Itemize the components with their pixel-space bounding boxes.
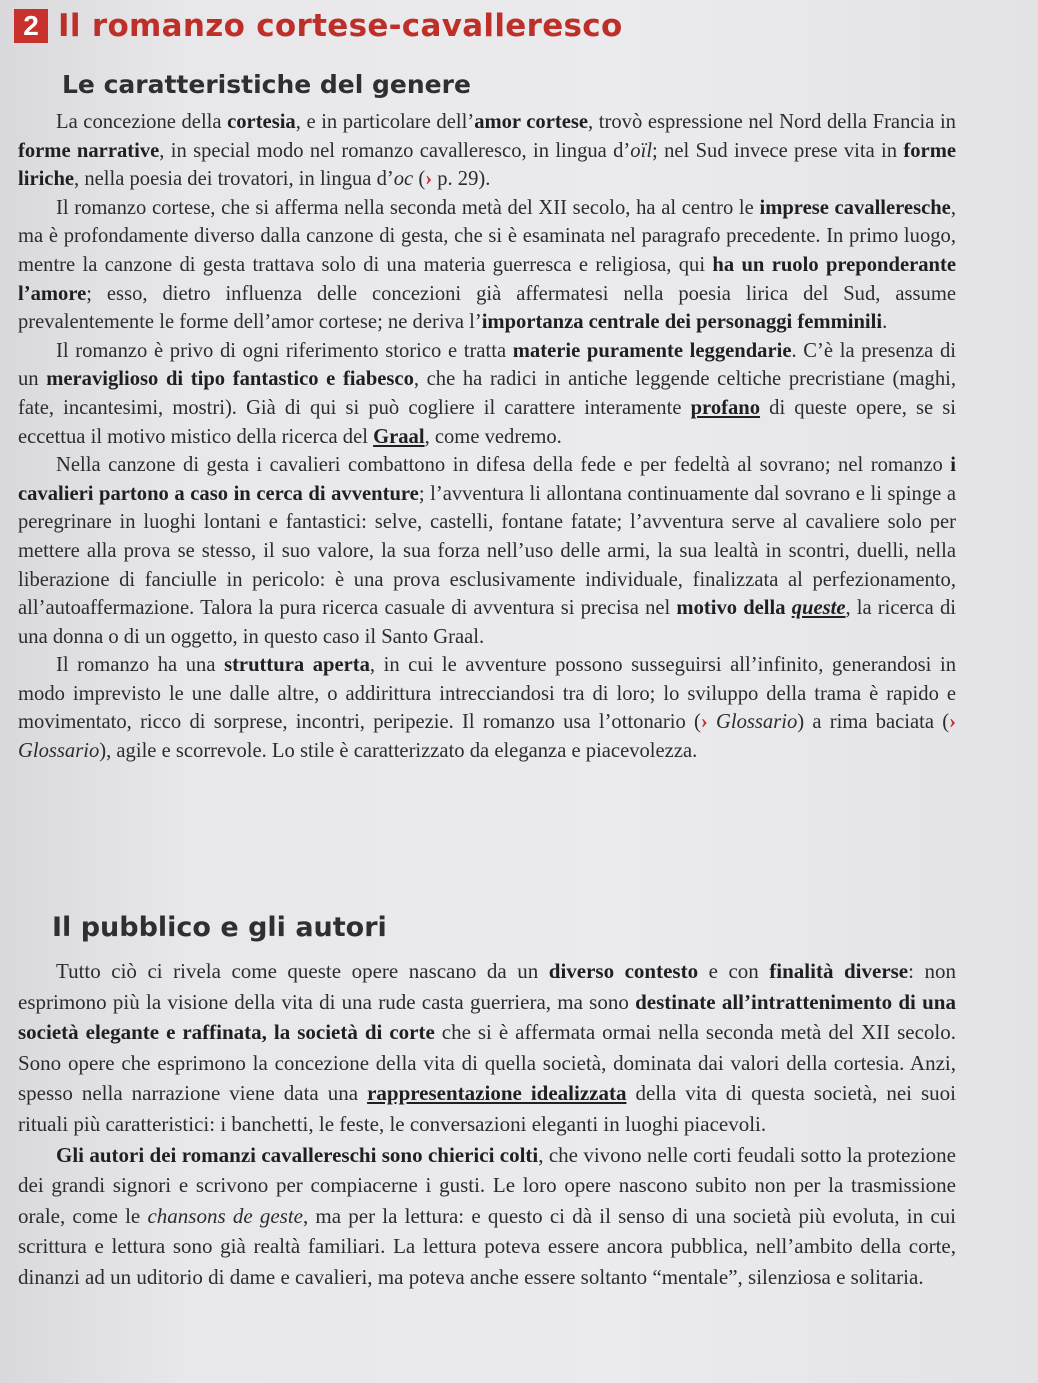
paragraph: Il romanzo ha una struttura aperta, in cui le avventure possono susseguirsi all’infinito, generandosi in modo imprevisto le une dalle altre, o addirittura intrecciandosi tra di loro; lo sviluppo della trama è rapido e movimentato, ricco di sorprese, incontri, peripezie. Il romanzo usa l’ottonario (› Glossario) a rima baciata (› Glossario), agile e scorrevole. Lo stile è caratterizzato da eleganza e piacevolezza. [18, 654, 956, 763]
paragraph: La concezione della cortesia, e in particolare dell’amor cortese, trovò espressione nel Nord della Francia in forme narrative, in special modo nel romanzo cavalleresco, in lingua d’oïl; nel Sud invece prese vita in forme liriche, nella poesia dei trovatori, in lingua d’oc (› p. 29). [18, 111, 956, 191]
paragraph: Il romanzo cortese, che si afferma nella seconda metà del XII secolo, ha al centro le imprese cavalleresche, ma è profondamente diverso dalla canzone di gesta, che si è esaminata nel paragrafo precedente. In primo luogo, mentre la canzone di gesta trattava solo di una materia guerresca e religiosa, qui ha un ruolo preponderante l’amore; esso, dietro influenza delle concezioni già affermatesi nella poesia lirica del Sud, assume prevalentemente le forme dell’amor cortese; ne deriva l’importanza centrale dei personaggi femminili. [18, 196, 956, 334]
chapter-title: Il romanzo cortese-cavalleresco [58, 8, 623, 44]
section-body-audience [18, 956, 956, 1293]
section-heading-genre: Le caratteristiche del genere [62, 70, 471, 99]
paragraph: Gli autori dei romanzi cavallereschi sono chierici colti, che vivono nelle corti feudali sotto la protezione dei grandi signori e scrivono per compiacerne i gusti. Le loro opere nascono subito non per la trasmissione orale, come le chansons de geste, ma per la lettura: e questo ci dà il senso di una società più evoluta, in cui scrittura e lettura sono già realtà familiari. La lettura poteva essere ancora pubblica, nell’ambito della corte, dinanzi ad un uditorio di dame e cavalieri, ma poteva anche essere soltanto “mentale”, silenziosa e solitaria. [18, 1142, 956, 1289]
paragraph: Il romanzo è privo di ogni riferimento storico e tratta materie puramente leggendarie. C’è la presenza di un meraviglioso di tipo fantastico e fiabesco, che ha radici in antiche leggende celtiche precristiane (maghi, fate, incantesimi, mostri). Già di qui si può cogliere il carattere interamente profano di queste opere, se si eccettua il motivo mistico della ricerca del Graal, come vedremo. [18, 339, 956, 448]
section-body-genre [18, 108, 956, 766]
cross-reference-arrow-icon: › [700, 711, 708, 734]
cross-reference-arrow-icon: › [949, 711, 956, 734]
cross-reference-arrow-icon: › [425, 168, 433, 191]
chapter-number-badge: 2 [14, 9, 48, 43]
section-heading-audience: Il pubblico e gli autori [52, 912, 387, 943]
paragraph: Tutto ciò ci rivela come queste opere nascano da un diverso contesto e con finalità diverse: non esprimono più la visione della vita di una rude casta guerriera, ma sono destinate all’intrattenimento di una società elegante e raffinata, la società di corte che si è affermata ormai nella seconda metà del XII secolo. Sono opere che esprimono la concezione della vita di quella società, dominata dai valori della cortesia. Anzi, spesso nella narrazione viene data una rappresentazione idealizzata della vita di questa società, nei suoi rituali più caratteristici: i banchetti, le feste, le conversazioni eleganti in luoghi piacevoli. [18, 959, 956, 1136]
chapter-header [14, 8, 623, 44]
paragraph: Nella canzone di gesta i cavalieri combattono in difesa della fede e per fedeltà al sovrano; nel romanzo i cavalieri partono a caso in cerca di avventure; l’avventura li allontana continuamente dal sovrano e li spinge a peregrinare in luoghi lontani e fantastici: selve, castelli, fontane fatate; l’avventura serve al cavaliere solo per mettere alla prova se stesso, il suo valore, la sua forza nell’uso delle armi, la sua lealtà in scontri, duelli, nella liberazione di fanciulle in pericolo: è una prova esclusivamente individuale, finalizzata al perfezionamento, all’autoaffermazione. Talora la pura ricerca casuale di avventura si precisa nel motivo della queste, la ricerca di una donna o di un oggetto, in questo caso il Santo Graal. [18, 454, 956, 648]
